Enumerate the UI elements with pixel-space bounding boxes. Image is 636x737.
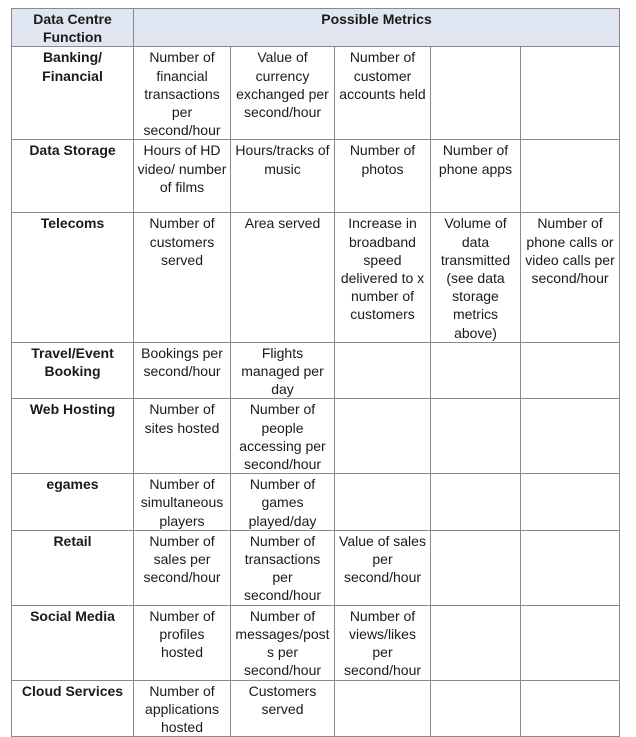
metric-cell: Number of customer accounts held <box>335 47 431 140</box>
metric-cell: Number of people accessing per second/hour <box>231 399 335 474</box>
metric-cell <box>431 605 521 680</box>
metric-cell: Value of currency exchanged per second/hour <box>231 47 335 140</box>
metric-cell: Number of photos <box>335 140 431 213</box>
metric-cell: Number of profiles hosted <box>134 605 231 680</box>
metric-cell <box>431 474 521 531</box>
header-metrics: Possible Metrics <box>134 9 620 47</box>
metric-cell <box>431 399 521 474</box>
metric-cell: Number of sales per second/hour <box>134 530 231 605</box>
metric-cell <box>335 474 431 531</box>
table-row <box>12 474 620 531</box>
metric-cell: Number of transactions per second/hour <box>231 530 335 605</box>
metric-cell: Hours/tracks of music <box>231 140 335 213</box>
metric-cell: Number of financial transactions per second/hour <box>134 47 231 140</box>
metric-cell: Hours of HD video/ number of films <box>134 140 231 213</box>
metric-cell <box>521 47 620 140</box>
header-function: Data Centre Function <box>12 9 134 47</box>
metric-cell <box>521 680 620 737</box>
row-function-data-storage: Data Storage <box>12 140 134 213</box>
metric-cell: Number of simultaneous players <box>134 474 231 531</box>
row-function-web-hosting: Web Hosting <box>12 399 134 474</box>
metric-cell <box>521 530 620 605</box>
table-row <box>12 530 620 605</box>
metric-cell <box>431 530 521 605</box>
table-row <box>12 399 620 474</box>
metric-cell <box>335 399 431 474</box>
header-row <box>12 9 620 47</box>
metric-cell <box>521 605 620 680</box>
metric-cell: Number of games played/day <box>231 474 335 531</box>
row-function-social-media: Social Media <box>12 605 134 680</box>
metric-cell <box>521 474 620 531</box>
metric-cell <box>431 680 521 737</box>
metric-cell <box>431 47 521 140</box>
metric-cell: Increase in broadband speed delivered to x number of customers <box>335 213 431 342</box>
metric-cell <box>431 342 521 399</box>
table-row <box>12 605 620 680</box>
table-row <box>12 342 620 399</box>
row-function-egames: egames <box>12 474 134 531</box>
metric-cell: Customers served <box>231 680 335 737</box>
metric-cell: Number of applications hosted <box>134 680 231 737</box>
metric-cell <box>521 399 620 474</box>
table-row <box>12 680 620 737</box>
metric-cell: Number of sites hosted <box>134 399 231 474</box>
metric-cell: Number of phone calls or video calls per second/hour <box>521 213 620 342</box>
metric-cell: Bookings per second/hour <box>134 342 231 399</box>
row-function-telecoms: Telecoms <box>12 213 134 342</box>
metric-cell: Value of sales per second/hour <box>335 530 431 605</box>
metric-cell <box>335 342 431 399</box>
row-function-retail: Retail <box>12 530 134 605</box>
metric-cell: Number of messages/posts per second/hour <box>231 605 335 680</box>
metric-cell <box>521 140 620 213</box>
metric-cell <box>521 342 620 399</box>
table-row <box>12 213 620 342</box>
row-function-travel: Travel/Event Booking <box>12 342 134 399</box>
row-function-banking: Banking/ Financial <box>12 47 134 140</box>
row-function-cloud-services: Cloud Services <box>12 680 134 737</box>
metric-cell: Number of views/likes per second/hour <box>335 605 431 680</box>
metric-cell <box>335 680 431 737</box>
metric-cell: Flights managed per day <box>231 342 335 399</box>
metric-cell: Number of phone apps <box>431 140 521 213</box>
metric-cell: Area served <box>231 213 335 342</box>
table-row <box>12 47 620 140</box>
metric-cell: Number of customers served <box>134 213 231 342</box>
metric-cell: Volume of data transmitted (see data storage metrics above) <box>431 213 521 342</box>
table-row <box>12 140 620 213</box>
metrics-table <box>11 8 620 737</box>
